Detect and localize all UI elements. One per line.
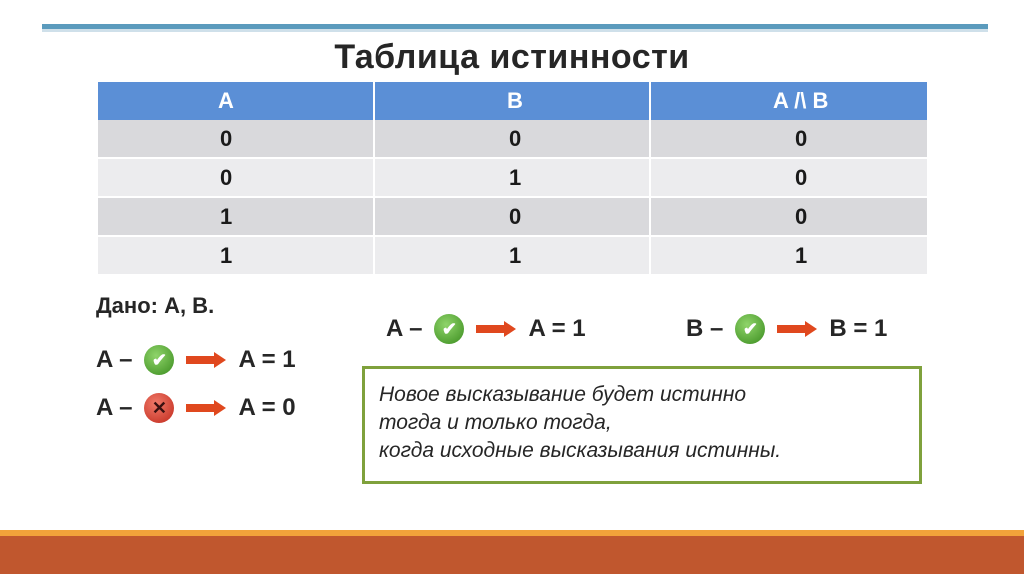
- rule-left: A –: [96, 394, 133, 421]
- note-line: когда исходные высказывания истинны.: [379, 439, 782, 462]
- table-cell: 1: [98, 236, 374, 275]
- arrow-right-icon: [777, 321, 817, 337]
- rule-left: A –: [386, 315, 423, 342]
- table-cell: 1: [374, 236, 650, 275]
- arrow-right-icon: [186, 400, 226, 416]
- rule-a-false: [96, 393, 296, 423]
- rule-a-true-2: [386, 314, 586, 344]
- check-icon: ✔: [735, 314, 765, 344]
- table-cell: 0: [650, 158, 927, 197]
- arrow-right-icon: [186, 352, 226, 368]
- rule-right: B = 1: [829, 315, 888, 342]
- rule-left: A –: [96, 346, 133, 373]
- table-cell: 1: [98, 197, 374, 236]
- truth-table: [98, 82, 927, 276]
- table-cell: 0: [374, 197, 650, 236]
- table-row: [98, 158, 927, 197]
- rule-left: B –: [686, 315, 724, 342]
- header-a: A: [98, 82, 374, 120]
- check-icon: ✔: [434, 314, 464, 344]
- table-cell: 0: [374, 120, 650, 158]
- definition-box: [362, 366, 922, 484]
- cross-icon: ✕: [144, 393, 174, 423]
- rule-right: A = 0: [238, 394, 296, 421]
- header-b: B: [374, 82, 650, 120]
- note-line: Новое высказывание будет истинно: [379, 383, 747, 406]
- table-cell: 0: [98, 158, 374, 197]
- table-cell: 0: [98, 120, 374, 158]
- table-header-row: [98, 82, 927, 120]
- rule-a-true: [96, 345, 296, 375]
- table-cell: 1: [374, 158, 650, 197]
- given-label: Дано: A, B.: [96, 293, 215, 318]
- slide-title: Таблица истинности: [334, 38, 690, 76]
- table-row: [98, 197, 927, 236]
- top-rule-shadow: [42, 29, 988, 32]
- header-a-and-b: A /\ B: [650, 82, 927, 120]
- rule-b-true: [686, 314, 887, 344]
- table-row: [98, 236, 927, 275]
- rule-right: A = 1: [238, 346, 296, 373]
- check-icon: ✔: [144, 345, 174, 375]
- table-row: [98, 120, 927, 158]
- table-cell: 1: [650, 236, 927, 275]
- rule-right: A = 1: [528, 315, 586, 342]
- footer-bar: [0, 536, 1024, 574]
- table-cell: 0: [650, 197, 927, 236]
- arrow-right-icon: [476, 321, 516, 337]
- note-line: тогда и только тогда,: [379, 411, 612, 434]
- table-cell: 0: [650, 120, 927, 158]
